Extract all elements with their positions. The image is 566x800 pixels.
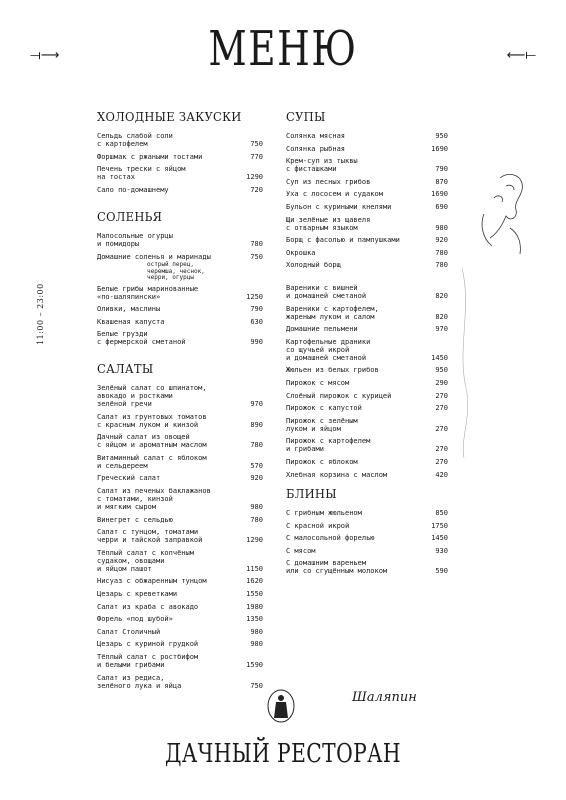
- menu-item-price: 750: [250, 140, 263, 148]
- menu-item-name: Цезарь с креветками: [97, 589, 178, 598]
- menu-item: [286, 261, 448, 269]
- menu-list: [97, 384, 263, 690]
- menu-item-price: 980: [435, 223, 448, 232]
- menu-item: [97, 653, 263, 669]
- menu-item-price: 920: [435, 236, 448, 245]
- section-soups: [286, 110, 448, 274]
- menu-item-price: 270: [435, 391, 448, 400]
- menu-item-price: 690: [435, 202, 448, 211]
- menu-item: [97, 628, 263, 636]
- menu-item-name: Пирожок с зелёным луком и яйцом: [286, 416, 358, 433]
- menu-item: [286, 305, 448, 321]
- menu-item: [97, 330, 263, 346]
- menu-item: [97, 674, 263, 690]
- menu-item: [97, 285, 263, 301]
- menu-item-price: 290: [435, 378, 448, 387]
- menu-item: [97, 615, 263, 623]
- menu-item-name: Белые грузди с фермерской сметаной: [97, 330, 186, 347]
- menu-item-price: 930: [435, 546, 448, 555]
- menu-list: [286, 509, 448, 575]
- menu-item-price: 1690: [431, 144, 448, 153]
- menu-item-name: Тёплый салат с копчёным судаком, овощами и яйцом пашот: [97, 548, 194, 573]
- menu-item-name: С мясом: [286, 546, 316, 555]
- menu-item-price: 1350: [246, 615, 263, 624]
- decorative-line-icon: [452, 268, 492, 458]
- menu-item: [286, 325, 448, 333]
- menu-item: [97, 153, 263, 161]
- right-column: [286, 0, 448, 800]
- menu-item-price: 1450: [431, 353, 448, 362]
- menu-item-name: Жюльен из белых грибов: [286, 366, 379, 375]
- menu-item: [97, 474, 263, 482]
- menu-item: [97, 549, 263, 573]
- menu-item-name: Борщ с фасолью и пампушками: [286, 236, 400, 245]
- menu-item-name: Пирожок с яблоком: [286, 457, 358, 466]
- menu-item-price: 270: [435, 424, 448, 433]
- menu-item-price: 820: [435, 312, 448, 321]
- menu-item: [97, 305, 263, 313]
- menu-item: [97, 590, 263, 598]
- menu-item-price: 980: [250, 627, 263, 636]
- menu-item: [286, 178, 448, 186]
- menu-item-name: Зелёный салат со шпинатом, авокадо и ростками зелёной гречи: [97, 384, 207, 408]
- menu-item: [97, 516, 263, 524]
- menu-item-name: Крем-суп из тыквы с фисташками: [286, 157, 358, 174]
- menu-list: [286, 132, 448, 269]
- menu-item-name: С красной икрой: [286, 521, 350, 530]
- section-cold-starters: [97, 110, 263, 198]
- menu-item-name: Салат из печеных баклажанов с томатами, кинзой и мягким сыром: [97, 486, 211, 511]
- menu-item-price: 780: [435, 248, 448, 257]
- menu-item-name: Щи зелёные из щавеля с отварным языком: [286, 215, 371, 232]
- menu-item: [286, 392, 448, 400]
- menu-item-price: 920: [250, 474, 263, 483]
- menu-item-name: Винегрет с сельдью: [97, 515, 173, 524]
- menu-item: [286, 534, 448, 542]
- menu-item: [286, 249, 448, 257]
- menu-list: [97, 232, 263, 346]
- menu-item-price: 850: [435, 509, 448, 517]
- menu-list: [286, 284, 448, 479]
- menu-item-name: Квашеная капуста: [97, 317, 165, 326]
- menu-item: [286, 471, 448, 479]
- menu-item: [286, 236, 448, 244]
- menu-item: [97, 232, 263, 248]
- section-blini: [286, 487, 448, 580]
- menu-item: [97, 318, 263, 326]
- menu-item-name: Малосольные огурцы и помидоры: [97, 232, 173, 248]
- menu-item-price: 1450: [431, 534, 448, 543]
- menu-item-price: 970: [250, 400, 263, 408]
- menu-item-price: 780: [250, 441, 263, 450]
- section-pickles: [97, 210, 263, 351]
- menu-item: [286, 417, 448, 433]
- menu-item-name: Форшмак с ржаными тостами: [97, 152, 203, 161]
- menu-item-name: Солянка рыбная: [286, 144, 346, 153]
- menu-item-price: 950: [435, 132, 448, 140]
- menu-item-name: Пирожок с картофелем и грибами: [286, 437, 371, 454]
- menu-item-name: Печень трески с яйцом на тостах: [97, 165, 186, 182]
- menu-item: [286, 284, 448, 300]
- menu-item-name: Салат из грунтовых томатов с красным луком и кинзой: [97, 412, 207, 429]
- menu-item-price: 1750: [431, 521, 448, 530]
- menu-item-price: 1550: [246, 589, 263, 598]
- menu-item: [286, 379, 448, 387]
- menu-item-price: 570: [250, 461, 263, 470]
- menu-item: [97, 186, 263, 194]
- menu-item: [286, 132, 448, 140]
- signature-logo: Шаляпин: [352, 690, 417, 705]
- page-title: МЕНЮ: [208, 21, 358, 77]
- menu-item-name: Вареники с картофелем, жареным луком и салом: [286, 304, 379, 321]
- menu-item: [97, 528, 263, 544]
- menu-item-price: 270: [435, 445, 448, 454]
- menu-item-price: 1980: [246, 602, 263, 611]
- menu-item: [97, 454, 263, 470]
- menu-item-price: 270: [435, 457, 448, 466]
- decorative-arrow-right-icon: ⟵⟝: [506, 48, 536, 63]
- menu-item-price: 790: [435, 165, 448, 174]
- menu-item-price: 770: [250, 152, 263, 161]
- menu-item-price: 1590: [246, 660, 263, 669]
- menu-item-name: С малосольной форелью: [286, 534, 375, 543]
- menu-item-name: Картофельные драники со щучьей икрой и домашней сметаной: [286, 337, 371, 362]
- menu-item-name: Салат из редиса, зелёного лука и яйца: [97, 673, 182, 690]
- menu-item-name: Уха с лососем и судаком: [286, 190, 383, 199]
- menu-item-name: Слоёный пирожок с курицей: [286, 391, 392, 400]
- opening-hours: 11:00 – 23:00: [36, 283, 45, 345]
- menu-item-price: 890: [250, 420, 263, 429]
- section-title: САЛАТЫ: [97, 361, 154, 376]
- menu-item-price: 630: [250, 317, 263, 326]
- menu-item-name: Салат из краба с авокадо: [97, 602, 199, 611]
- menu-item-price: 780: [250, 515, 263, 524]
- menu-item-name: Солянка мясная: [286, 132, 346, 140]
- menu-item-name: Оливки, маслины: [97, 305, 161, 314]
- menu-item-price: 750: [250, 681, 263, 690]
- menu-item-name: Нисуаз с обжаренным тунцом: [97, 577, 207, 586]
- menu-item-price: 1290: [246, 173, 263, 182]
- menu-item-name: Домашние соленья и маринады: [97, 252, 211, 261]
- menu-item: [97, 577, 263, 585]
- menu-item-price: 870: [435, 177, 448, 186]
- menu-item-price: 590: [435, 567, 448, 576]
- menu-item-price: 750: [250, 252, 263, 261]
- menu-item-price: 1290: [246, 536, 263, 545]
- menu-item: [286, 338, 448, 362]
- menu-item-name: Форель «под шубой»: [97, 615, 173, 624]
- menu-item-name: Салат с тунцом, томатами черри и тайской заправкой: [97, 528, 203, 545]
- menu-item-name: С домашним вареньем или со сгущённым молоком: [286, 559, 388, 576]
- menu-item: [286, 547, 448, 555]
- menu-item-name: Суп из лесных грибов: [286, 177, 371, 186]
- menu-item-name: Цезарь с куриной грудкой: [97, 640, 199, 649]
- menu-item-price: 1250: [246, 292, 263, 301]
- section-hot-dishes: [286, 284, 448, 483]
- menu-item: [97, 165, 263, 181]
- menu-item-name: Домашние пельмени: [286, 325, 358, 334]
- left-column: [97, 0, 263, 800]
- menu-item: [97, 413, 263, 429]
- menu-item-price: 420: [435, 470, 448, 479]
- menu-item: [286, 190, 448, 198]
- section-salads: [97, 362, 263, 694]
- menu-item: [97, 640, 263, 648]
- menu-item-price: 780: [435, 261, 448, 270]
- menu-item: [286, 522, 448, 530]
- menu-item-name: Бульон с куриными кнелями: [286, 202, 392, 211]
- menu-item-price: 1690: [431, 190, 448, 199]
- section-title: ХОЛОДНЫЕ ЗАКУСКИ: [97, 109, 242, 124]
- menu-item-name: Сало по-домашнему: [97, 185, 169, 194]
- menu-item-name: Тёплый салат с ростбифом и белыми грибами: [97, 652, 199, 669]
- menu-item-price: 970: [435, 325, 448, 334]
- menu-item-name: Сельдь слабой соли с картофелем: [97, 132, 173, 148]
- menu-item-note: острый перец, черемша, чеснок, черри, огурцы: [147, 261, 205, 282]
- section-title: БЛИНЫ: [286, 486, 337, 501]
- menu-item: [286, 203, 448, 211]
- menu-item-price: 820: [435, 292, 448, 300]
- menu-item-name: Витаминный салат с яблоком и сельдереем: [97, 453, 207, 470]
- menu-item-price: 1620: [246, 577, 263, 586]
- menu-item: [286, 458, 448, 466]
- menu-item: [286, 145, 448, 153]
- decorative-arrow-left-icon: ⟞⟶: [30, 48, 60, 63]
- menu-item-price: 980: [250, 640, 263, 649]
- menu-item: [97, 384, 263, 408]
- menu-item-price: 270: [435, 404, 448, 413]
- menu-item: [286, 509, 448, 517]
- menu-item-name: Холодный борщ: [286, 261, 341, 270]
- menu-item-name: С грибным жюльеном: [286, 509, 362, 517]
- menu-item: [97, 132, 263, 148]
- menu-item-price: 720: [250, 185, 263, 194]
- menu-item-name: Вареники с вишней и домашней сметаной: [286, 284, 367, 300]
- menu-item-name: Белые грибы маринованные «по-шаляпински»: [97, 284, 199, 301]
- menu-item-name: Пирожок с мясом: [286, 378, 350, 387]
- menu-item: [97, 603, 263, 611]
- menu-item-price: 780: [250, 240, 263, 248]
- menu-item-name: Дачный салат из овощей с яйцом и ароматным маслом: [97, 433, 207, 450]
- menu-item: [286, 157, 448, 173]
- menu-item: [286, 366, 448, 374]
- restaurant-name: ДАЧНЫЙ РЕСТОРАН: [165, 739, 401, 769]
- section-title: СУПЫ: [286, 109, 326, 124]
- menu-item-price: 1150: [246, 564, 263, 573]
- menu-item-name: Хлебная корзина с маслом: [286, 470, 388, 479]
- menu-item: [97, 253, 263, 261]
- menu-item: [286, 216, 448, 232]
- menu-item: [286, 437, 448, 453]
- chaliapin-sketch-icon: [470, 168, 540, 268]
- menu-item-price: 990: [250, 338, 263, 347]
- menu-item: [286, 559, 448, 575]
- menu-item-price: 980: [250, 502, 263, 511]
- menu-item-price: 950: [435, 366, 448, 375]
- menu-item: [97, 487, 263, 511]
- section-title: СОЛЕНЬЯ: [97, 209, 163, 224]
- menu-item-name: Окрошка: [286, 248, 316, 257]
- menu-item-name: Салат Столичный: [97, 627, 161, 636]
- menu-item: [97, 433, 263, 449]
- menu-item-name: Греческий салат: [97, 474, 161, 483]
- menu-list: [97, 132, 263, 194]
- restaurant-logo-icon: [266, 688, 296, 724]
- menu-item-price: 790: [250, 305, 263, 314]
- menu-item-name: Пирожок с капустой: [286, 404, 362, 413]
- menu-item: [286, 404, 448, 412]
